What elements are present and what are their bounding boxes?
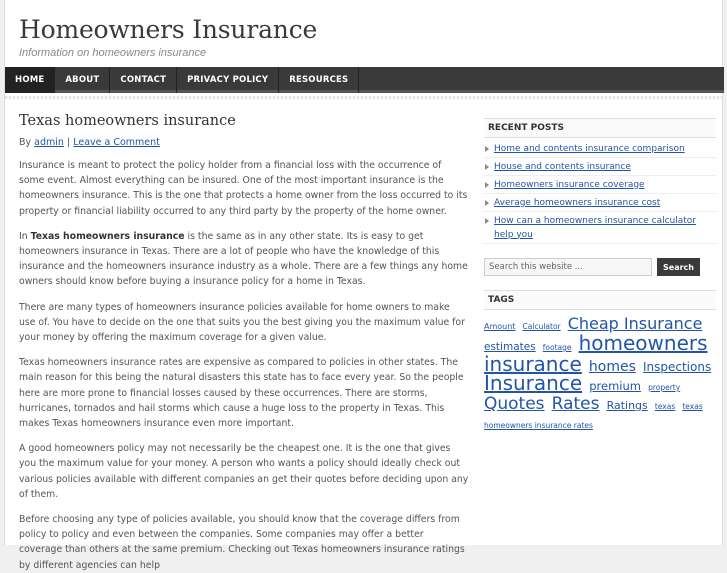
post-paragraph-6: Before choosing any type of policies available, you should know that the coverage differs from policy to policy and even between the companies. Some companies may offer a better coverage than others at the same premium. Checking out Texas homeowners insurance ratings by different agencies can help <box>19 514 465 571</box>
p2-lead: In <box>19 230 28 242</box>
post-paragraph-1: Insurance is meant to protect the policy holder from a financial loss with the occurrence of some event. Almost everything can be insured. One of the most important insurance is the homeowners insurance. This is the one that protects a home owner from the loss occurred to its property or financial liability occurred to any third party by the property of the home owner. <box>19 160 468 217</box>
tag-link[interactable]: Calculator <box>522 322 561 331</box>
p2-bold: Texas homeowners insurance <box>30 230 185 242</box>
list-item <box>484 194 716 212</box>
tag-link[interactable]: homes <box>588 359 636 375</box>
tag-link[interactable]: Cheap Insurance <box>567 314 703 333</box>
search-button[interactable]: Search <box>657 258 700 276</box>
nav-divider <box>5 96 724 99</box>
main-nav <box>5 67 724 93</box>
sidebar <box>484 118 716 434</box>
site-header <box>5 0 722 67</box>
recent-post-link[interactable]: Homeowners insurance coverage <box>494 179 645 190</box>
list-item <box>484 212 716 244</box>
post-paragraph-2 <box>19 229 469 290</box>
tag-link[interactable]: Insurance <box>484 371 583 395</box>
search-input[interactable] <box>484 258 652 276</box>
author-link[interactable]: admin <box>34 137 64 148</box>
search-form <box>484 258 716 276</box>
tag-cloud <box>484 316 716 434</box>
tag-link[interactable]: Quotes <box>484 394 545 414</box>
nav-contact[interactable]: CONTACT <box>110 67 177 93</box>
recent-post-link[interactable]: Average homeowners insurance cost <box>494 197 661 208</box>
leave-comment-link[interactable]: Leave a Comment <box>73 137 160 148</box>
tag-link[interactable]: Inspections <box>642 360 712 374</box>
p2-rest: is the same as in any other state. Its is easy to get homeowners insurance in Texas. There are a lot of people who have the knowledge of this insurance and the homeowners insurance industry as a whole. There are a few things any home owners should know before buying a insurance policy for a home in Texas. <box>19 230 468 288</box>
recent-post-link[interactable]: How can a homeowners insurance calculator help you <box>494 215 697 240</box>
tag-link[interactable]: premium <box>589 379 641 393</box>
list-item <box>484 140 716 158</box>
recent-post-link[interactable]: House and contents insurance <box>494 161 631 172</box>
tag-link[interactable]: footage <box>542 343 572 352</box>
recent-posts-title: RECENT POSTS <box>484 118 716 138</box>
recent-post-link[interactable]: Home and contents insurance comparison <box>494 143 685 154</box>
main-content <box>19 113 469 573</box>
tag-link[interactable]: homeowners insurance <box>484 331 708 376</box>
tag-link[interactable]: property <box>648 383 681 392</box>
nav-privacy-policy[interactable]: PRIVACY POLICY <box>177 67 279 93</box>
list-item <box>484 176 716 194</box>
post-paragraph-5: A good homeowners policy may not necessarily be the cheapest one. It is the one that gives you the maximum value for your money. A person who wants a policy should ideally check out various policies available with different companies an get their quotes before deciding upon any of them. <box>19 443 469 500</box>
tag-link[interactable]: Rates <box>551 394 600 414</box>
tag-link[interactable]: estimates <box>484 341 536 353</box>
nav-resources[interactable]: RESOURCES <box>279 67 359 93</box>
list-item <box>484 158 716 176</box>
site-title[interactable]: Homeowners Insurance <box>19 15 318 44</box>
site-description: Information on homeowners insurance <box>19 47 207 59</box>
post-paragraph-4: Texas homeowners insurance rates are expensive as compared to policies in other states. The main reason for this being the natural disasters this state has to face every year. So the people here are more prone to financial losses caused by these occurrences. There are storms, hurricanes, tornados and hail storms which cause a huge loss to the property in Texas. This makes Texas homeowners insurance even more important. <box>19 357 464 430</box>
byline-by: By <box>19 137 32 148</box>
recent-posts-widget <box>484 118 716 244</box>
tag-link[interactable]: texas <box>654 402 676 411</box>
page-wrapper <box>4 0 723 571</box>
nav-home[interactable]: HOME <box>5 67 55 93</box>
recent-posts-list <box>484 140 716 244</box>
tags-widget <box>484 290 716 434</box>
tag-link[interactable]: texas homeowners insurance rates <box>484 402 703 430</box>
tag-link[interactable]: Amount <box>484 322 516 331</box>
byline-separator: | <box>66 137 71 148</box>
post-body <box>19 158 469 573</box>
post-paragraph-3: There are many types of homeowners insurance policies available for home owners to make use of. You have to decide on the one that suits you the best giving you the maximum value for your money by offering the maximum coverage for a given value. <box>19 301 465 344</box>
post-title[interactable]: Texas homeowners insurance <box>19 113 236 129</box>
tag-link[interactable]: Ratings <box>606 399 648 412</box>
nav-about[interactable]: ABOUT <box>55 67 110 93</box>
tags-title: TAGS <box>484 290 716 310</box>
post-byline <box>19 137 469 148</box>
